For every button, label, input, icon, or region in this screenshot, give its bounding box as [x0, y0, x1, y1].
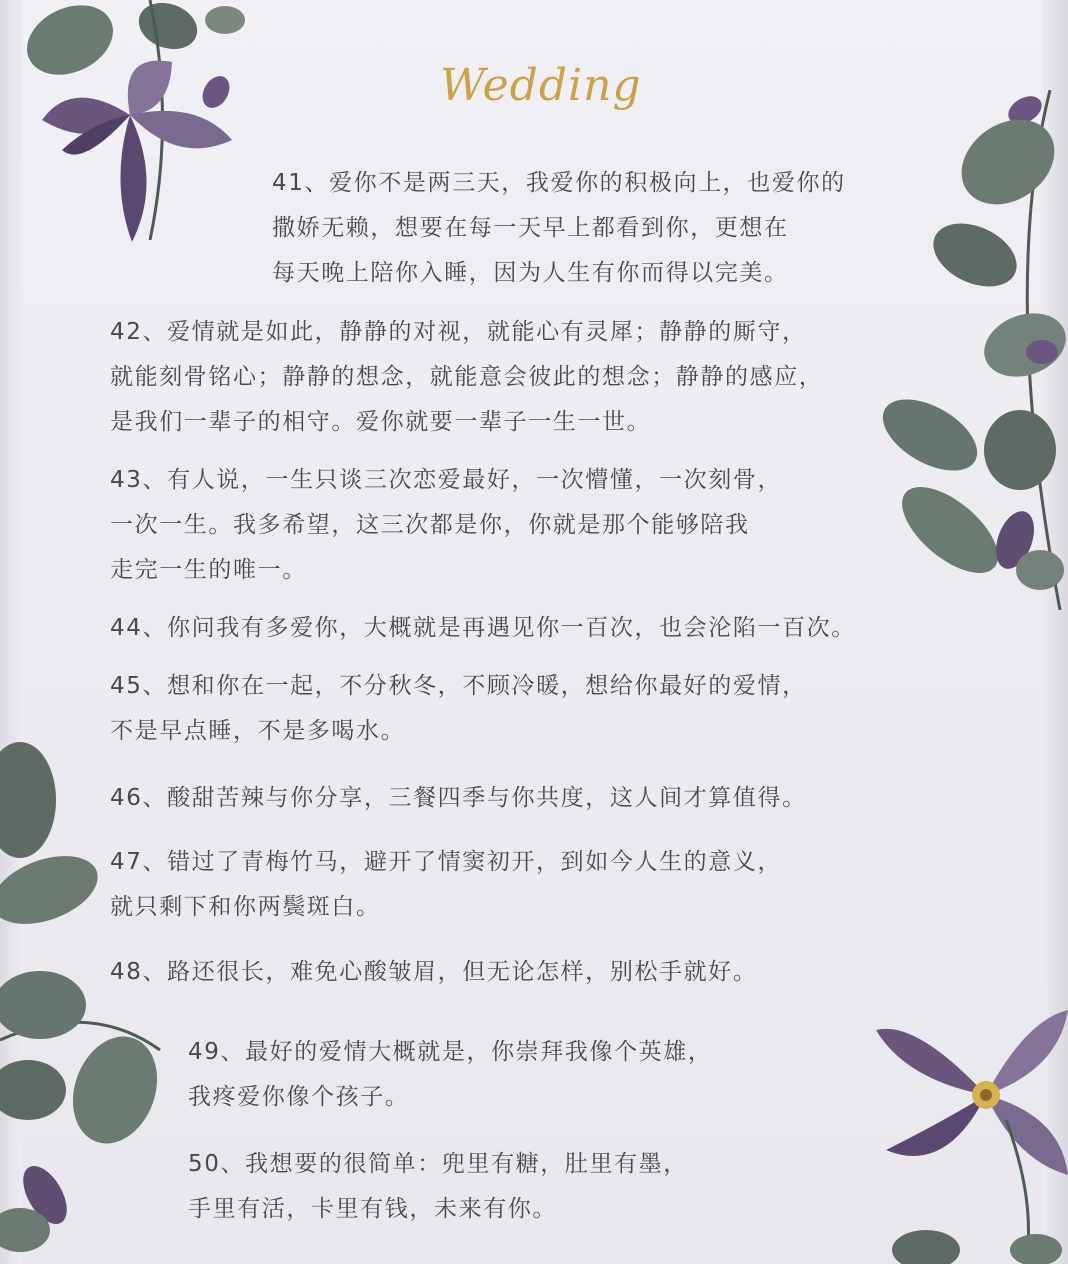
quote-line: 50、我想要的很简单：兜里有糖，肚里有墨， [188, 1151, 688, 1177]
quote-45 [110, 664, 807, 754]
quote-line: 43、有人说，一生只谈三次恋爱最好，一次懵懂，一次刻骨， [110, 467, 783, 493]
quote-line: 走完一生的唯一。 [110, 557, 307, 583]
wedding-title: Wedding [440, 60, 642, 111]
quote-line: 就只剩下和你两鬓斑白。 [110, 894, 381, 920]
quote-line: 撒娇无赖，想要在每一天早上都看到你，更想在 [272, 215, 789, 241]
quote-line: 一次一生。我多希望，这三次都是你，你就是那个能够陪我 [110, 512, 750, 538]
quote-line: 手里有活，卡里有钱，未来有你。 [188, 1196, 557, 1222]
quote-47 [110, 840, 782, 930]
quote-line: 我疼爱你像个孩子。 [188, 1084, 410, 1110]
quote-42 [110, 310, 823, 445]
quote-line: 45、想和你在一起，不分秋冬，不顾冷暖，想给你最好的爱情， [110, 673, 807, 699]
quote-48 [110, 950, 757, 995]
quote-44 [110, 606, 856, 651]
quote-41 [272, 161, 846, 296]
top-left-flower-illustration [0, 0, 270, 260]
quote-50 [188, 1142, 688, 1232]
quote-line: 就能刻骨铭心；静静的想念，就能意会彼此的想念；静静的感应， [110, 364, 824, 390]
quote-line: 44、你问我有多爱你，大概就是再遇见你一百次，也会沦陷一百次。 [110, 615, 856, 641]
quote-line: 是我们一辈子的相守。爱你就要一辈子一生一世。 [110, 409, 652, 435]
bottom-right-flower-illustration [876, 1000, 1068, 1264]
quote-line: 48、路还很长，难免心酸皱眉，但无论怎样，别松手就好。 [110, 959, 758, 985]
quote-49 [188, 1030, 712, 1120]
quote-line: 42、爱情就是如此，静静的对视，就能心有灵犀；静静的厮守， [110, 319, 807, 345]
right-leaves-illustration [870, 90, 1068, 610]
quote-line: 每天晚上陪你入睡，因为人生有你而得以完美。 [272, 260, 789, 286]
quote-43 [110, 458, 782, 593]
quote-line: 不是早点睡，不是多喝水。 [110, 718, 406, 744]
quote-46 [110, 776, 807, 821]
quote-line: 41、爱你不是两三天，我爱你的积极向上，也爱你的 [272, 170, 846, 196]
quote-line: 46、酸甜苦辣与你分享，三餐四季与你共度，这人间才算值得。 [110, 785, 807, 811]
quote-line: 47、错过了青梅竹马，避开了情窦初开，到如今人生的意义， [110, 849, 783, 875]
quote-line: 49、最好的爱情大概就是，你崇拜我像个英雄， [188, 1039, 713, 1065]
